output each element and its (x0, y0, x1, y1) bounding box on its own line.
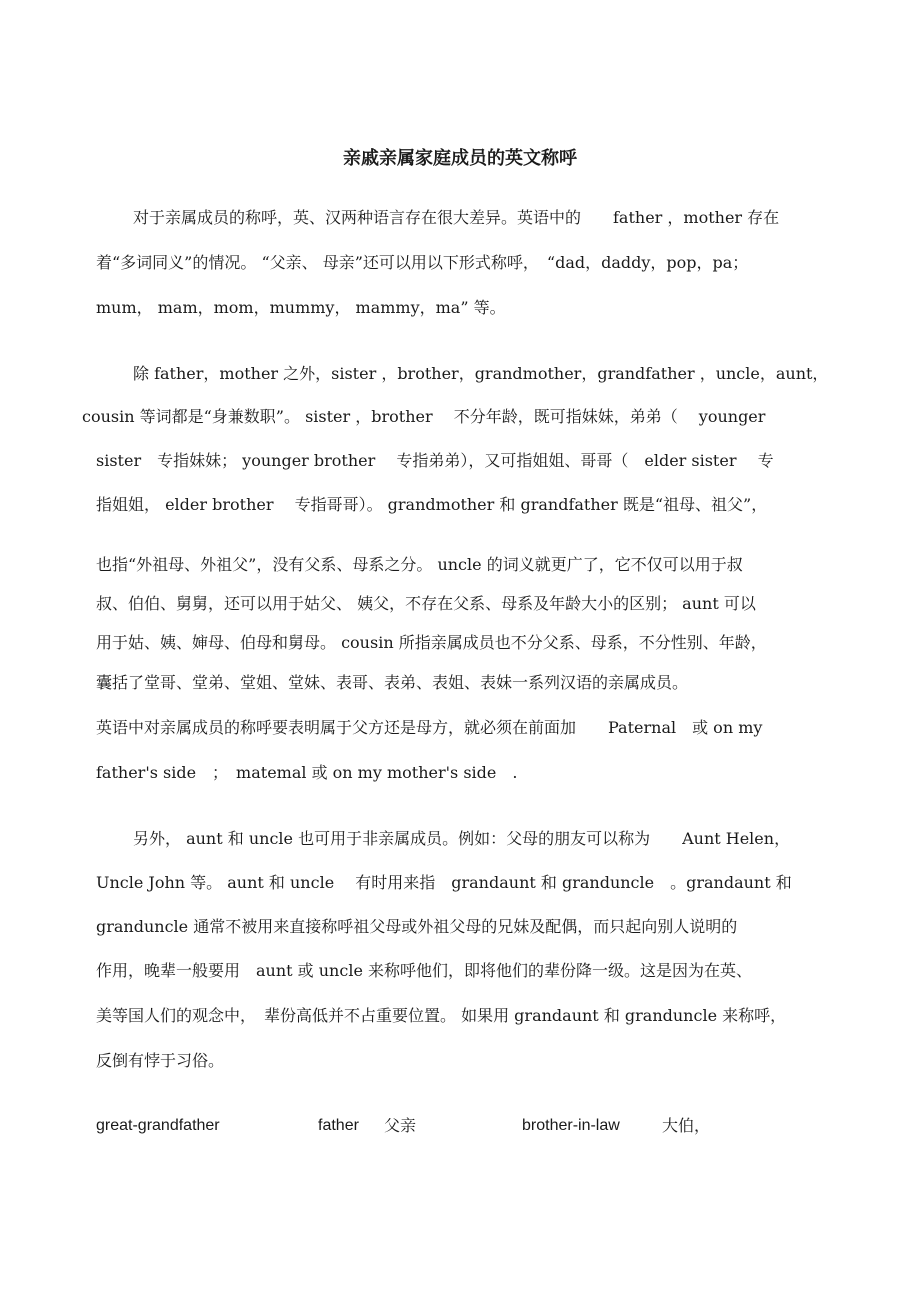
paragraph-3-line-1: 也指“外祖母、外祖父”，没有父系、母系之分。 uncle 的词义就更广了，它不仅可以用于叔 (96, 555, 743, 574)
paragraph-2-line-2: cousin 等词都是“身兼数职”。 sister ，brother 不分年龄，既可指妹妹，弟弟（ younger (82, 407, 766, 426)
paragraph-2-line-4: 指姐姐， elder brother 专指哥哥）。 grandmother 和 grandfather 既是“祖母、祖父”， (96, 495, 768, 514)
page-title: 亲戚亲属家庭成员的英文称呼 (343, 148, 577, 169)
paragraph-4-line-6: 反倒有悖于习俗。 (96, 1051, 225, 1070)
paragraph-2-line-3: sister 专指妹妹； younger brother 专指弟弟），又可指姐姐、哥哥（ elder sister 专 (96, 451, 774, 470)
paragraph-4-line-5: 美等国人们的观念中， 辈份高低并不占重要位置。 如果用 grandaunt 和 granduncle 来称呼， (96, 1006, 787, 1025)
paragraph-3-line-3: 用于姑、姨、婶母、伯母和舅母。 cousin 所指亲属成员也不分父系、母系，不分性别、年龄， (96, 633, 767, 652)
vocab-term-brother-in-law-cn: 大伯， (662, 1116, 711, 1135)
paragraph-3-line-4: 囊括了堂哥、堂弟、堂姐、堂妹、表哥、表弟、表姐、表妹一系列汉语的亲属成员。 (96, 673, 689, 692)
vocab-term-father-cn: 父亲 (384, 1116, 417, 1135)
vocab-term-father: father (318, 1117, 359, 1134)
paragraph-1-line-2: 着“多词同义”的情况。 “父亲、 母亲”还可以用以下形式称呼， “dad，daddy，pop，pa； (96, 253, 749, 272)
paragraph-3-line-6: father's side ； matemal 或 on my mother's side . (96, 763, 518, 782)
vocab-term-brother-in-law: brother-in-law (522, 1117, 620, 1134)
paragraph-3-line-2: 叔、伯伯、舅舅，还可以用于姑父、 姨父，不存在父系、母系及年龄大小的区别； aunt 可以 (96, 594, 756, 613)
paragraph-1-line-1: 对于亲属成员的称呼，英、汉两种语言存在很大差异。英语中的 father ，mother 存在 (133, 208, 780, 227)
paragraph-4-line-3: granduncle 通常不被用来直接称呼祖父母或外祖父母的兄妹及配偶，而只起向别人说明的 (96, 917, 738, 936)
paragraph-4-line-1: 另外， aunt 和 uncle 也可用于非亲属成员。例如：父母的朋友可以称为 Aunt Helen， (133, 829, 791, 848)
paragraph-3-line-5: 英语中对亲属成员的称呼要表明属于父方还是母方，就必须在前面加 Paternal 或 on my (96, 718, 763, 737)
vocab-term-great-grandfather: great-grandfather (96, 1117, 220, 1134)
paragraph-4-line-2: Uncle John 等。 aunt 和 uncle 有时用来指 grandaunt 和 granduncle 。grandaunt 和 (96, 873, 792, 892)
paragraph-2-line-1: 除 father，mother 之外，sister ，brother，grandmother，grandfather ，uncle，aunt， (133, 364, 829, 383)
paragraph-1-line-3: mum， mam，mom，mummy， mammy，ma” 等。 (96, 298, 506, 317)
paragraph-4-line-4: 作用，晚辈一般要用 aunt 或 uncle 来称呼他们，即将他们的辈份降一级。这是因为在英、 (96, 961, 752, 980)
